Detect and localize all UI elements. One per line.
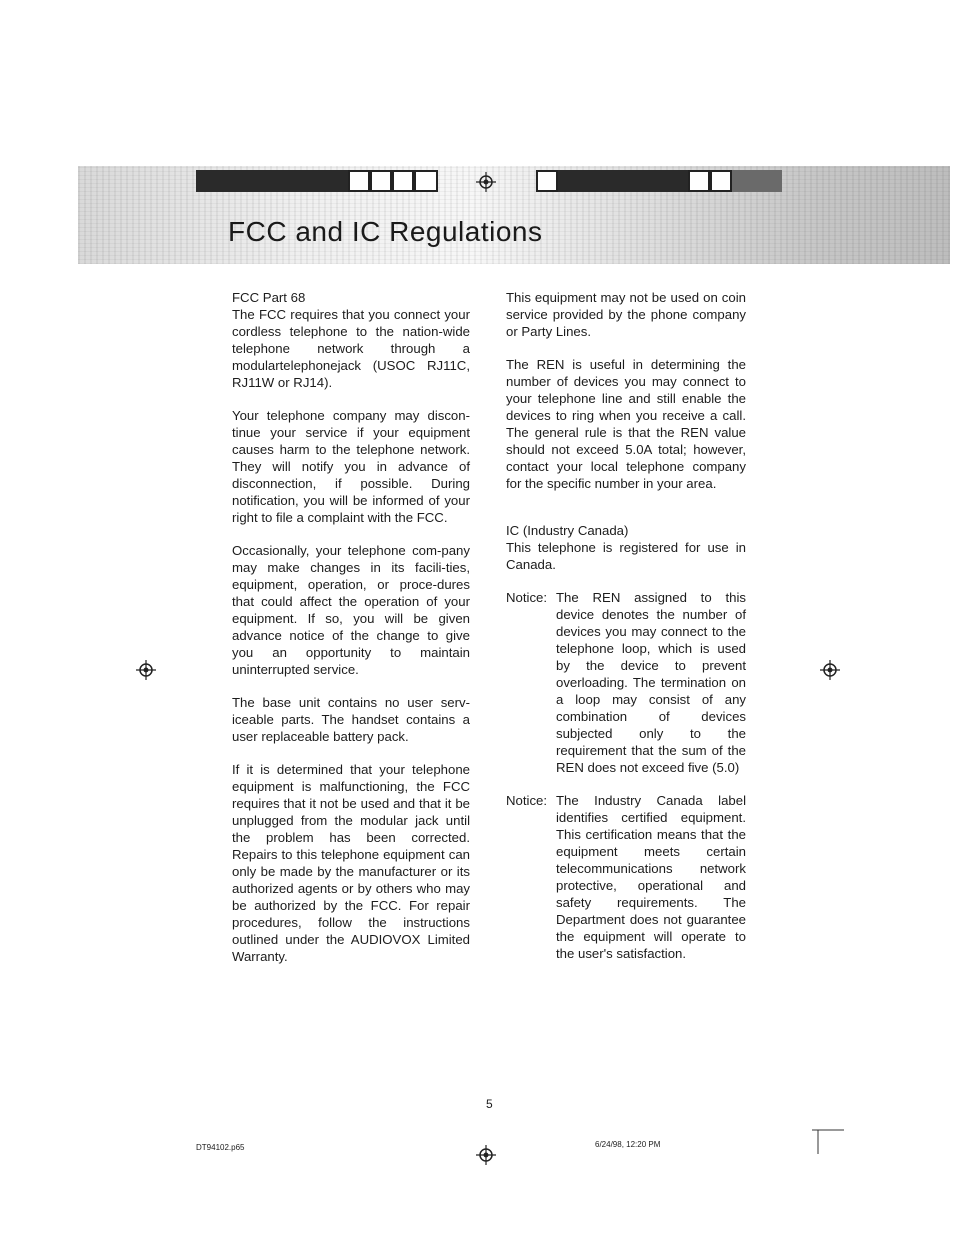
header-banner: [78, 166, 950, 264]
notice-text: The REN assigned to this device denotes the number of devices you may connect to the telephone loop, which is used by the device to prevent overloading. The termination on a loop may consist of any combination of devices subjected only to the requirement that the sum of the REN does not exceed five (5.0): [556, 590, 746, 775]
file-name: DT94102.p65: [196, 1143, 245, 1152]
banner-box: [392, 170, 414, 192]
notice-block: [506, 589, 746, 776]
paragraph: The REN is useful in determining the number of devices you may connect to your telephone line and still enable the devices to ring when you receive a call. The general rule is that the REN value should not exceed 5.0A total; however, contact your local telephone company for the specific number in your area.: [506, 357, 746, 491]
banner-box: [536, 170, 558, 192]
banner-box: [688, 170, 710, 192]
banner-box: [710, 170, 732, 192]
paragraph: The FCC requires that you connect your cordless telephone to the nation-wide telephone network through a modulartelephonejack (USOC RJ11C, RJ11W or RJ14).: [232, 307, 470, 390]
registration-mark-icon: [136, 660, 156, 680]
banner-gray-bar: [732, 170, 782, 192]
paragraph: The base unit contains no user serv-iceable parts. The handset contains a user replaceable battery pack.: [232, 695, 470, 744]
banner-box: [414, 170, 438, 192]
section-heading: FCC Part 68: [232, 290, 306, 305]
notice-label: Notice:: [506, 590, 548, 605]
print-timestamp: 6/24/98, 12:20 PM: [595, 1140, 661, 1149]
paragraph: If it is determined that your telephone equipment is malfunctioning, the FCC requires that it not be used and that it be unplugged from the modular jack until the problem has been corrected. Repairs to this telephone equipment can only be made by the manufacturer or its authorized agents or by others who may be authorized by the FCC. For repair procedures, follow the instructions outlined under the AUDIOVOX Limited Warranty.: [232, 762, 470, 964]
right-column: [506, 289, 746, 978]
section-heading: IC (Industry Canada): [506, 523, 629, 538]
crop-mark-icon: [812, 1124, 844, 1156]
banner-dark-bar: [196, 170, 356, 192]
banner-dark-bar: [558, 170, 688, 192]
paragraph: This telephone is registered for use in Canada.: [506, 540, 746, 572]
paragraph: This equipment may not be used on coin service provided by the phone company or Party Lines.: [506, 290, 746, 339]
registration-mark-icon: [476, 1145, 496, 1165]
banner-box: [348, 170, 370, 192]
registration-mark-icon: [820, 660, 840, 680]
notice-block: [506, 792, 746, 962]
page-title: FCC and IC Regulations: [228, 216, 543, 247]
paragraph: Your telephone company may discon-tinue your service if your equipment causes harm to the telephone network. They will notify you in advance of disconnection, if possible. During notification, you will be informed of your right to file a complaint with the FCC.: [232, 408, 470, 525]
notice-text: The Industry Canada label identifies certified equipment. This certification means that the equipment meets certain telecommunications network protective, operational and safety requirements. The Department does not guarantee the equipment will operate to the user's satisfaction.: [556, 793, 746, 961]
notice-label: Notice:: [506, 793, 548, 808]
page-number: 5: [486, 1097, 493, 1111]
banner-box: [370, 170, 392, 192]
paragraph: Occasionally, your telephone com-pany may make changes in its facili-ties, equipment, operation, or proce-dures that could affect the operation of your equipment. If so, you will be given advance notice of the change to give you an opportunity to maintain uninterrupted service.: [232, 543, 470, 677]
registration-mark-icon: [476, 172, 496, 192]
left-column: [232, 289, 470, 981]
